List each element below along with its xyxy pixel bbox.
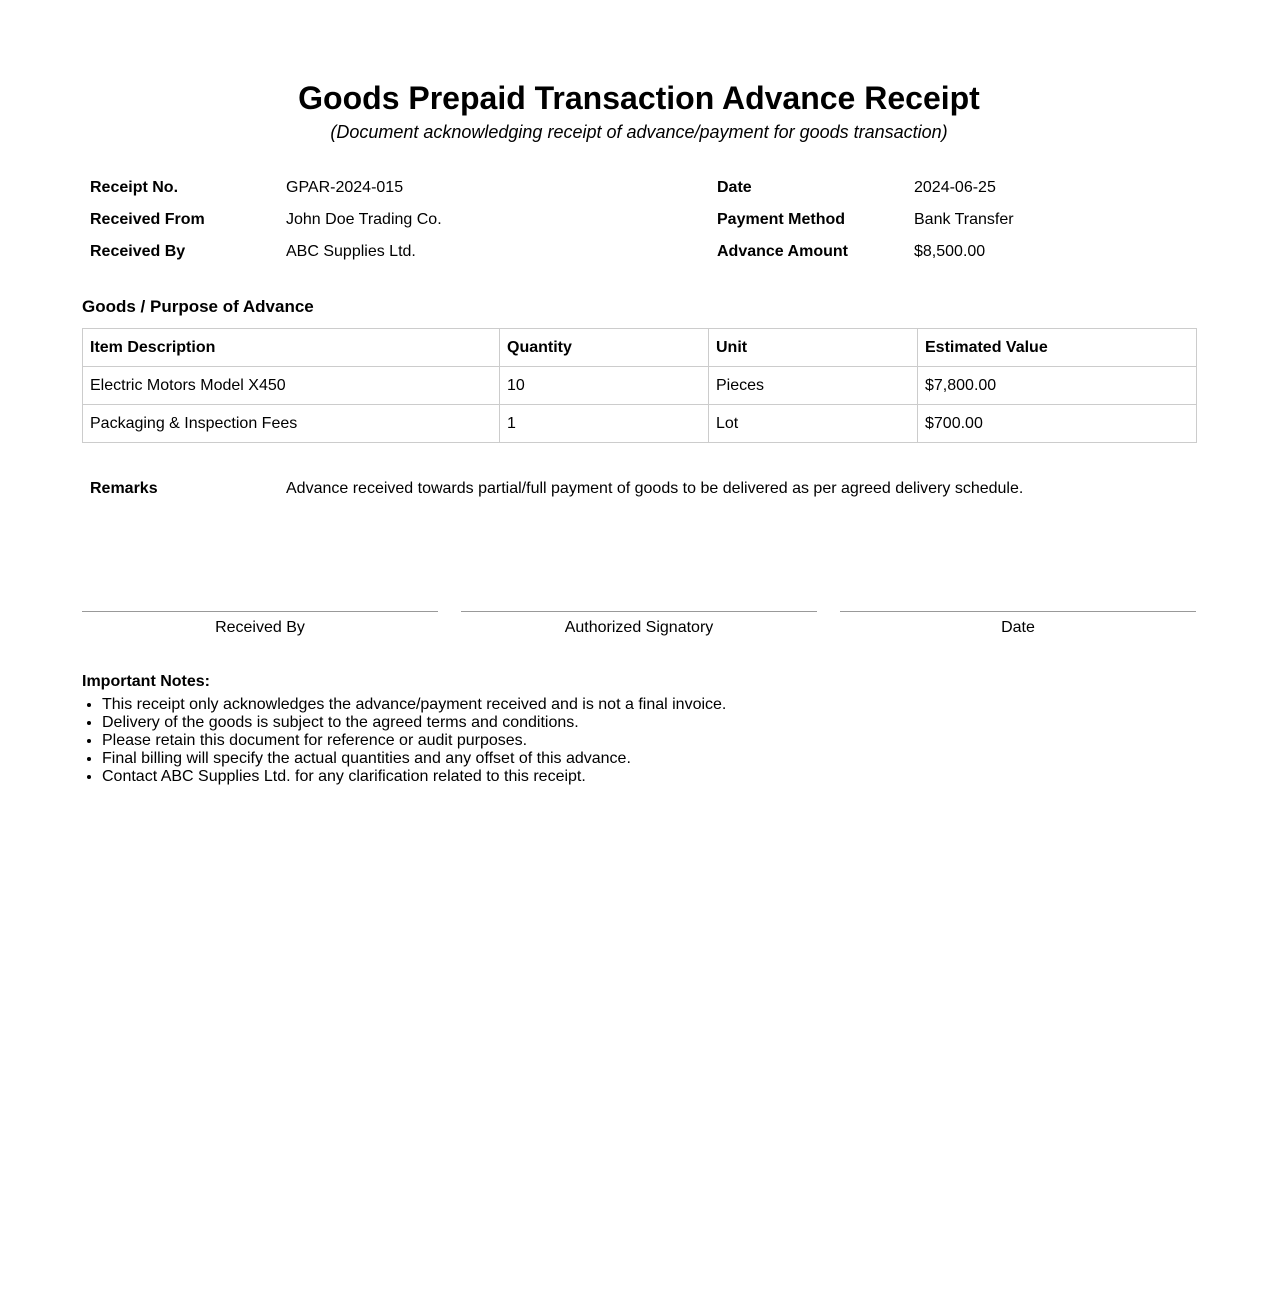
document-subtitle: (Document acknowledging receipt of advance/payment for goods transaction): [330, 122, 948, 142]
remarks-label: Remarks: [90, 480, 158, 497]
list-item: • Delivery of the goods is subject to the agreed terms and conditions.: [102, 714, 726, 732]
quantity-cell: 1: [500, 405, 709, 443]
unit-cell: Pieces: [709, 367, 918, 405]
list-item: • Final billing will specify the actual quantities and any offset of this advance.: [102, 750, 726, 768]
column-header-quantity: Quantity: [500, 329, 709, 367]
remarks-value: Advance received towards partial/full payment of goods to be delivered as per agreed delivery schedule.: [286, 480, 1024, 497]
date-value: 2024-06-25: [914, 179, 996, 196]
item-description-cell: Electric Motors Model X450: [83, 367, 500, 405]
important-notes-heading: Important Notes:: [82, 673, 210, 690]
goods-table: [82, 328, 1197, 443]
date-label: Date: [717, 179, 752, 196]
date-signature-line: [840, 611, 1196, 638]
estimated-value-cell: $7,800.00: [918, 367, 1197, 405]
payment-method-value: Bank Transfer: [914, 211, 1014, 228]
authorized-signatory-label: Authorized Signatory: [564, 619, 714, 636]
table-row: [83, 405, 1197, 443]
important-notes-list: [82, 696, 726, 786]
goods-table-header-row: [83, 329, 1197, 367]
info-row-1: [0, 172, 1278, 204]
received-from-label: Received From: [90, 211, 205, 228]
advance-amount-value: $8,500.00: [914, 243, 986, 260]
quantity-cell: 10: [500, 367, 709, 405]
estimated-value-cell: $700.00: [918, 405, 1197, 443]
receipt-no-value: GPAR-2024-015: [286, 179, 404, 196]
unit-cell: Lot: [709, 405, 918, 443]
received-by-signature-line: [82, 611, 438, 638]
goods-section-heading: Goods / Purpose of Advance: [82, 297, 314, 316]
payment-method-label: Payment Method: [717, 211, 846, 228]
column-header-unit: Unit: [709, 329, 918, 367]
info-row-2: [0, 204, 1278, 236]
list-item: • This receipt only acknowledges the advance/payment received and is not a final invoice.: [102, 696, 726, 714]
received-by-label: Received By: [90, 243, 186, 260]
advance-amount-label: Advance Amount: [717, 243, 848, 260]
table-row: [83, 367, 1197, 405]
item-description-cell: Packaging & Inspection Fees: [83, 405, 500, 443]
document-title: Goods Prepaid Transaction Advance Receipt: [298, 80, 980, 116]
list-item: • Please retain this document for reference or audit purposes.: [102, 732, 726, 750]
authorized-signatory-signature-line: [461, 611, 817, 638]
receipt-no-label: Receipt No.: [90, 179, 179, 196]
column-header-estimated-value: Estimated Value: [918, 329, 1197, 367]
received-by-value: ABC Supplies Ltd.: [286, 243, 416, 260]
signature-date-label: Date: [1001, 619, 1035, 636]
received-by-signature-label: Received By: [215, 619, 305, 636]
info-row-3: [0, 236, 1278, 268]
received-from-value: John Doe Trading Co.: [286, 211, 442, 228]
list-item: • Contact ABC Supplies Ltd. for any clarification related to this receipt.: [102, 768, 726, 786]
column-header-item-description: Item Description: [83, 329, 500, 367]
